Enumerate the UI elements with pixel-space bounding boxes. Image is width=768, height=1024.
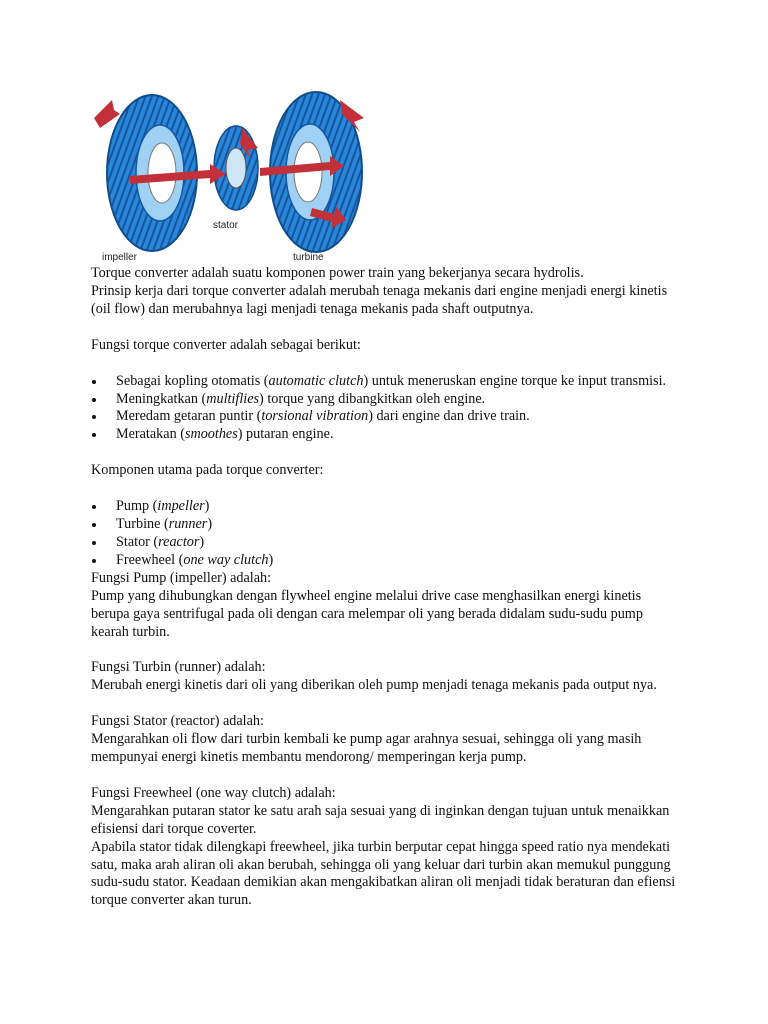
pump-heading: Fungsi Pump (impeller) adalah: xyxy=(91,569,272,586)
stator-label: stator xyxy=(213,220,239,231)
list-item: Pump (impeller) xyxy=(91,498,681,516)
torque-converter-illustration xyxy=(90,88,380,266)
stator-wheel xyxy=(214,126,258,210)
freewheel-text-2: Apabila stator tidak dilengkapi freewheel, jika turbin berputar cepat hingga speed ratio nya mendekati satu, maka arah aliran oli akan berubah, sehingga oli yang keluar dari turbin akan memukul punggung sudu-sudu stator. Keadaan demikian akan mengakibatkan aliran oli menjadi tidak beraturan dan efiensi torque converter akan turun. xyxy=(91,838,676,909)
list-item: Sebagai kopling otomatis (automatic clutch) untuk meneruskan engine torque ke input transmisi. xyxy=(91,373,681,391)
komponen-list xyxy=(91,498,681,570)
torque-converter-figure xyxy=(90,88,380,266)
stator-heading: Fungsi Stator (reactor) adalah: xyxy=(91,713,264,730)
list-item: Meningkatkan (multiflies) torque yang dibangkitkan oleh engine. xyxy=(91,391,681,409)
intro-line-1: Torque converter adalah suatu komponen power train yang bekerjanya secara hydrolis. xyxy=(91,265,584,281)
komponen-heading: Komponen utama pada torque converter: xyxy=(91,462,324,479)
fungsi-list xyxy=(91,373,681,445)
freewheel-text-1: Mengarahkan putaran stator ke satu arah saja sesuai yang di inginkan dengan tujuan untuk menaikkan efisiensi dari torque coverter. xyxy=(91,802,670,837)
impeller-label: impeller xyxy=(102,252,138,263)
intro-line-2: Prinsip kerja dari torque converter adalah merubah tenaga mekanis dari engine menjadi energi kinetis (oil flow) dan merubahnya lagi menjadi tenaga mekanis pada shaft outputnya. xyxy=(91,282,668,317)
turbin-text: Merubah energi kinetis dari oli yang diberikan oleh pump menjadi tenaga mekanis pada output nya. xyxy=(91,677,657,694)
freewheel-heading: Fungsi Freewheel (one way clutch) adalah: xyxy=(91,784,336,801)
turbine-label: turbine xyxy=(293,252,324,263)
pump-text: Pump yang dihubungkan dengan flywheel engine melalui drive case menghasilkan energi kinetis berupa gaya sentrifugal pada oli dengan cara melempar oli yang berada didalam sudu-sudu pump kearah turbin. xyxy=(91,587,643,640)
list-item: Meratakan (smoothes) putaran engine. xyxy=(91,426,681,444)
turbin-heading: Fungsi Turbin (runner) adalah: xyxy=(91,659,266,676)
list-item: Turbine (runner) xyxy=(91,516,681,534)
list-item: Freewheel (one way clutch) xyxy=(91,552,681,570)
list-item: Meredam getaran puntir (torsional vibration) dari engine dan drive train. xyxy=(91,408,681,426)
stator-text: Mengarahkan oli flow dari turbin kembali ke pump agar arahnya sesuai, sehingga oli yang masih mempunyai energi kinetis membantu mendorong/ memperingan kerja pump. xyxy=(91,731,642,766)
document-body xyxy=(91,265,681,910)
list-item: Stator (reactor) xyxy=(91,534,681,552)
fungsi-heading: Fungsi torque converter adalah sebagai berikut: xyxy=(91,336,361,353)
